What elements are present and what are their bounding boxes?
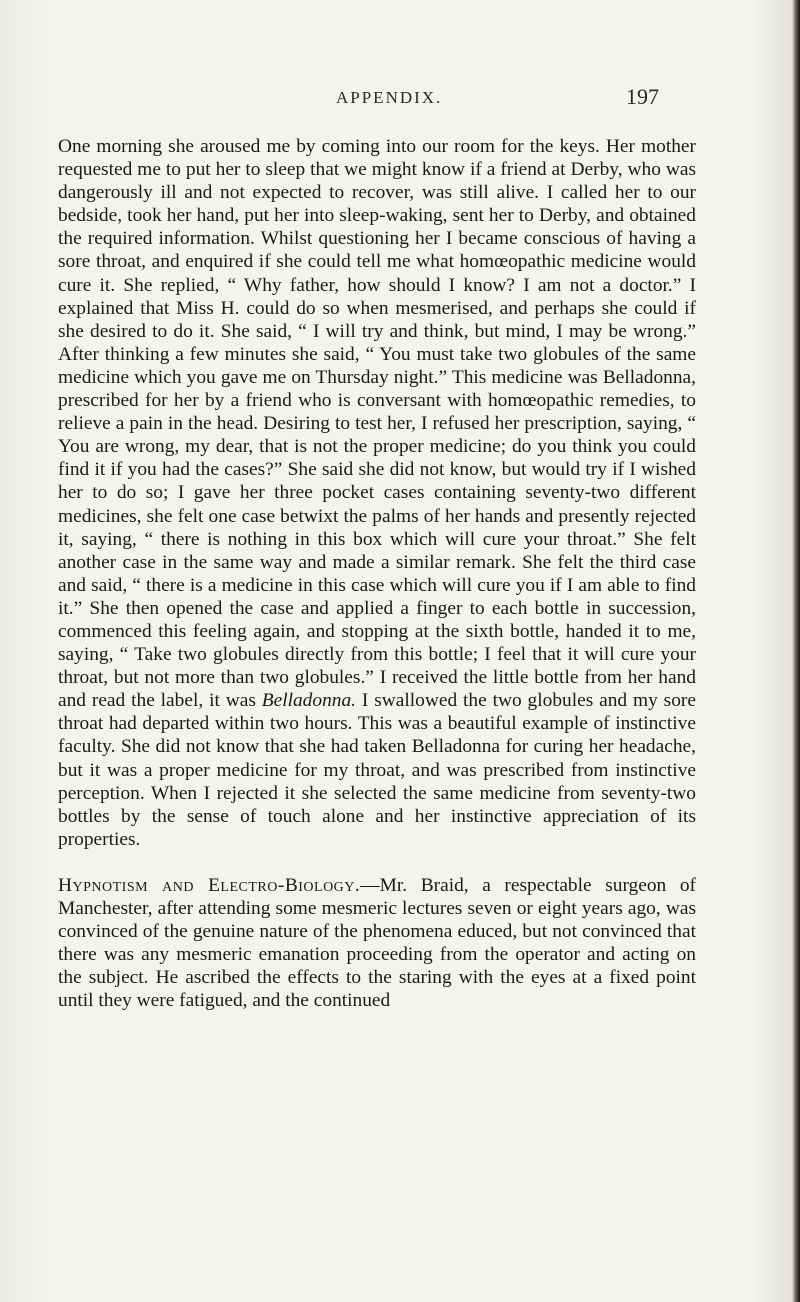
paragraph-belladonna xyxy=(58,135,696,851)
paragraph-text: —Mr. Braid, a respectable surgeon of Manchester, after attending some mesmeric lectures seven or eight years ago, was convinced of the genuine nature of the phenomena educed, but not convinced that there was any mesmeric emanation proceeding from the operator and acting on the subject. He ascribed the effects to the staring with the eyes at a fixed point until they were fatigued, and the continued xyxy=(58,874,696,1012)
body-text xyxy=(58,135,696,1012)
section-heading: Hypnotism and Electro-Biology. xyxy=(58,874,361,896)
italic-medicine-name: Belladonna. xyxy=(261,690,357,712)
paragraph-text: One morning she aroused me by coming into our room for the keys. Her mother requested me to put her to sleep that we might know if a friend at Derby, who was dangerously ill and not expected to recover, was still alive. I called her to our bedside, took her hand, put her into sleep-waking, sent her to Derby, and obtained the required information. Whilst questioning her I became conscious of having a sore throat, and enquired if she could tell me what homœopathic medicine would cure it. She replied, “ Why father, how should I know? I am not a doctor.” I explained that Miss H. could do so when mesmerised, and perhaps she could if she desired to do it. She said, “ I will try and think, but mind, I may be wrong.” After thinking a few minutes she said, “ You must take two globules of the same medicine which you gave me on Thursday night.” This medicine was Belladonna, prescribed for her by a friend who is conversant with homœopathic remedies, to relieve a pain in the head. Desiring to test her, I refused her prescription, saying, “ You are wrong, my dear, that is not the proper medicine; do you think you could find it if you had the cases?” She said she did not know, but would try if I wished her to do so; I gave her three pocket cases containing seventy-two different medicines, she felt one case betwixt the palms of her hands and presently rejected it, saying, “ there is nothing in this box which will cure your throat.” She felt another case in the same way and made a similar remark. She felt the third case and said, “ there is a medicine in this case which will cure you if I am able to find it.” She then opened the case and applied a finger to each bottle in succession, commenced this feeling again, and stopping at the sixth bottle, handed it to me, saying, “ Take two globules directly from this bottle; I feel that it will cure your throat, but not more than two globules.” I received the little bottle from her hand and read the label, it was xyxy=(58,136,696,712)
page-number: 197 xyxy=(626,84,659,109)
running-title: APPENDIX. xyxy=(336,88,443,107)
page-edge-shadow xyxy=(792,0,800,1302)
running-head xyxy=(0,84,800,112)
paragraph-hypnotism xyxy=(58,874,696,1013)
paragraph-text-end: I swallowed the two globules and my sore throat had departed within two hours. This was a beautiful example of instinctive faculty. She did not know that she had taken Belladonna for curing her headache, but it was a proper medicine for my throat, and was prescribed from instinctive perception. When I rejected it she selected the same medicine from seventy-two bottles by the sense of touch alone and her instinctive appreciation of its properties. xyxy=(58,690,696,850)
